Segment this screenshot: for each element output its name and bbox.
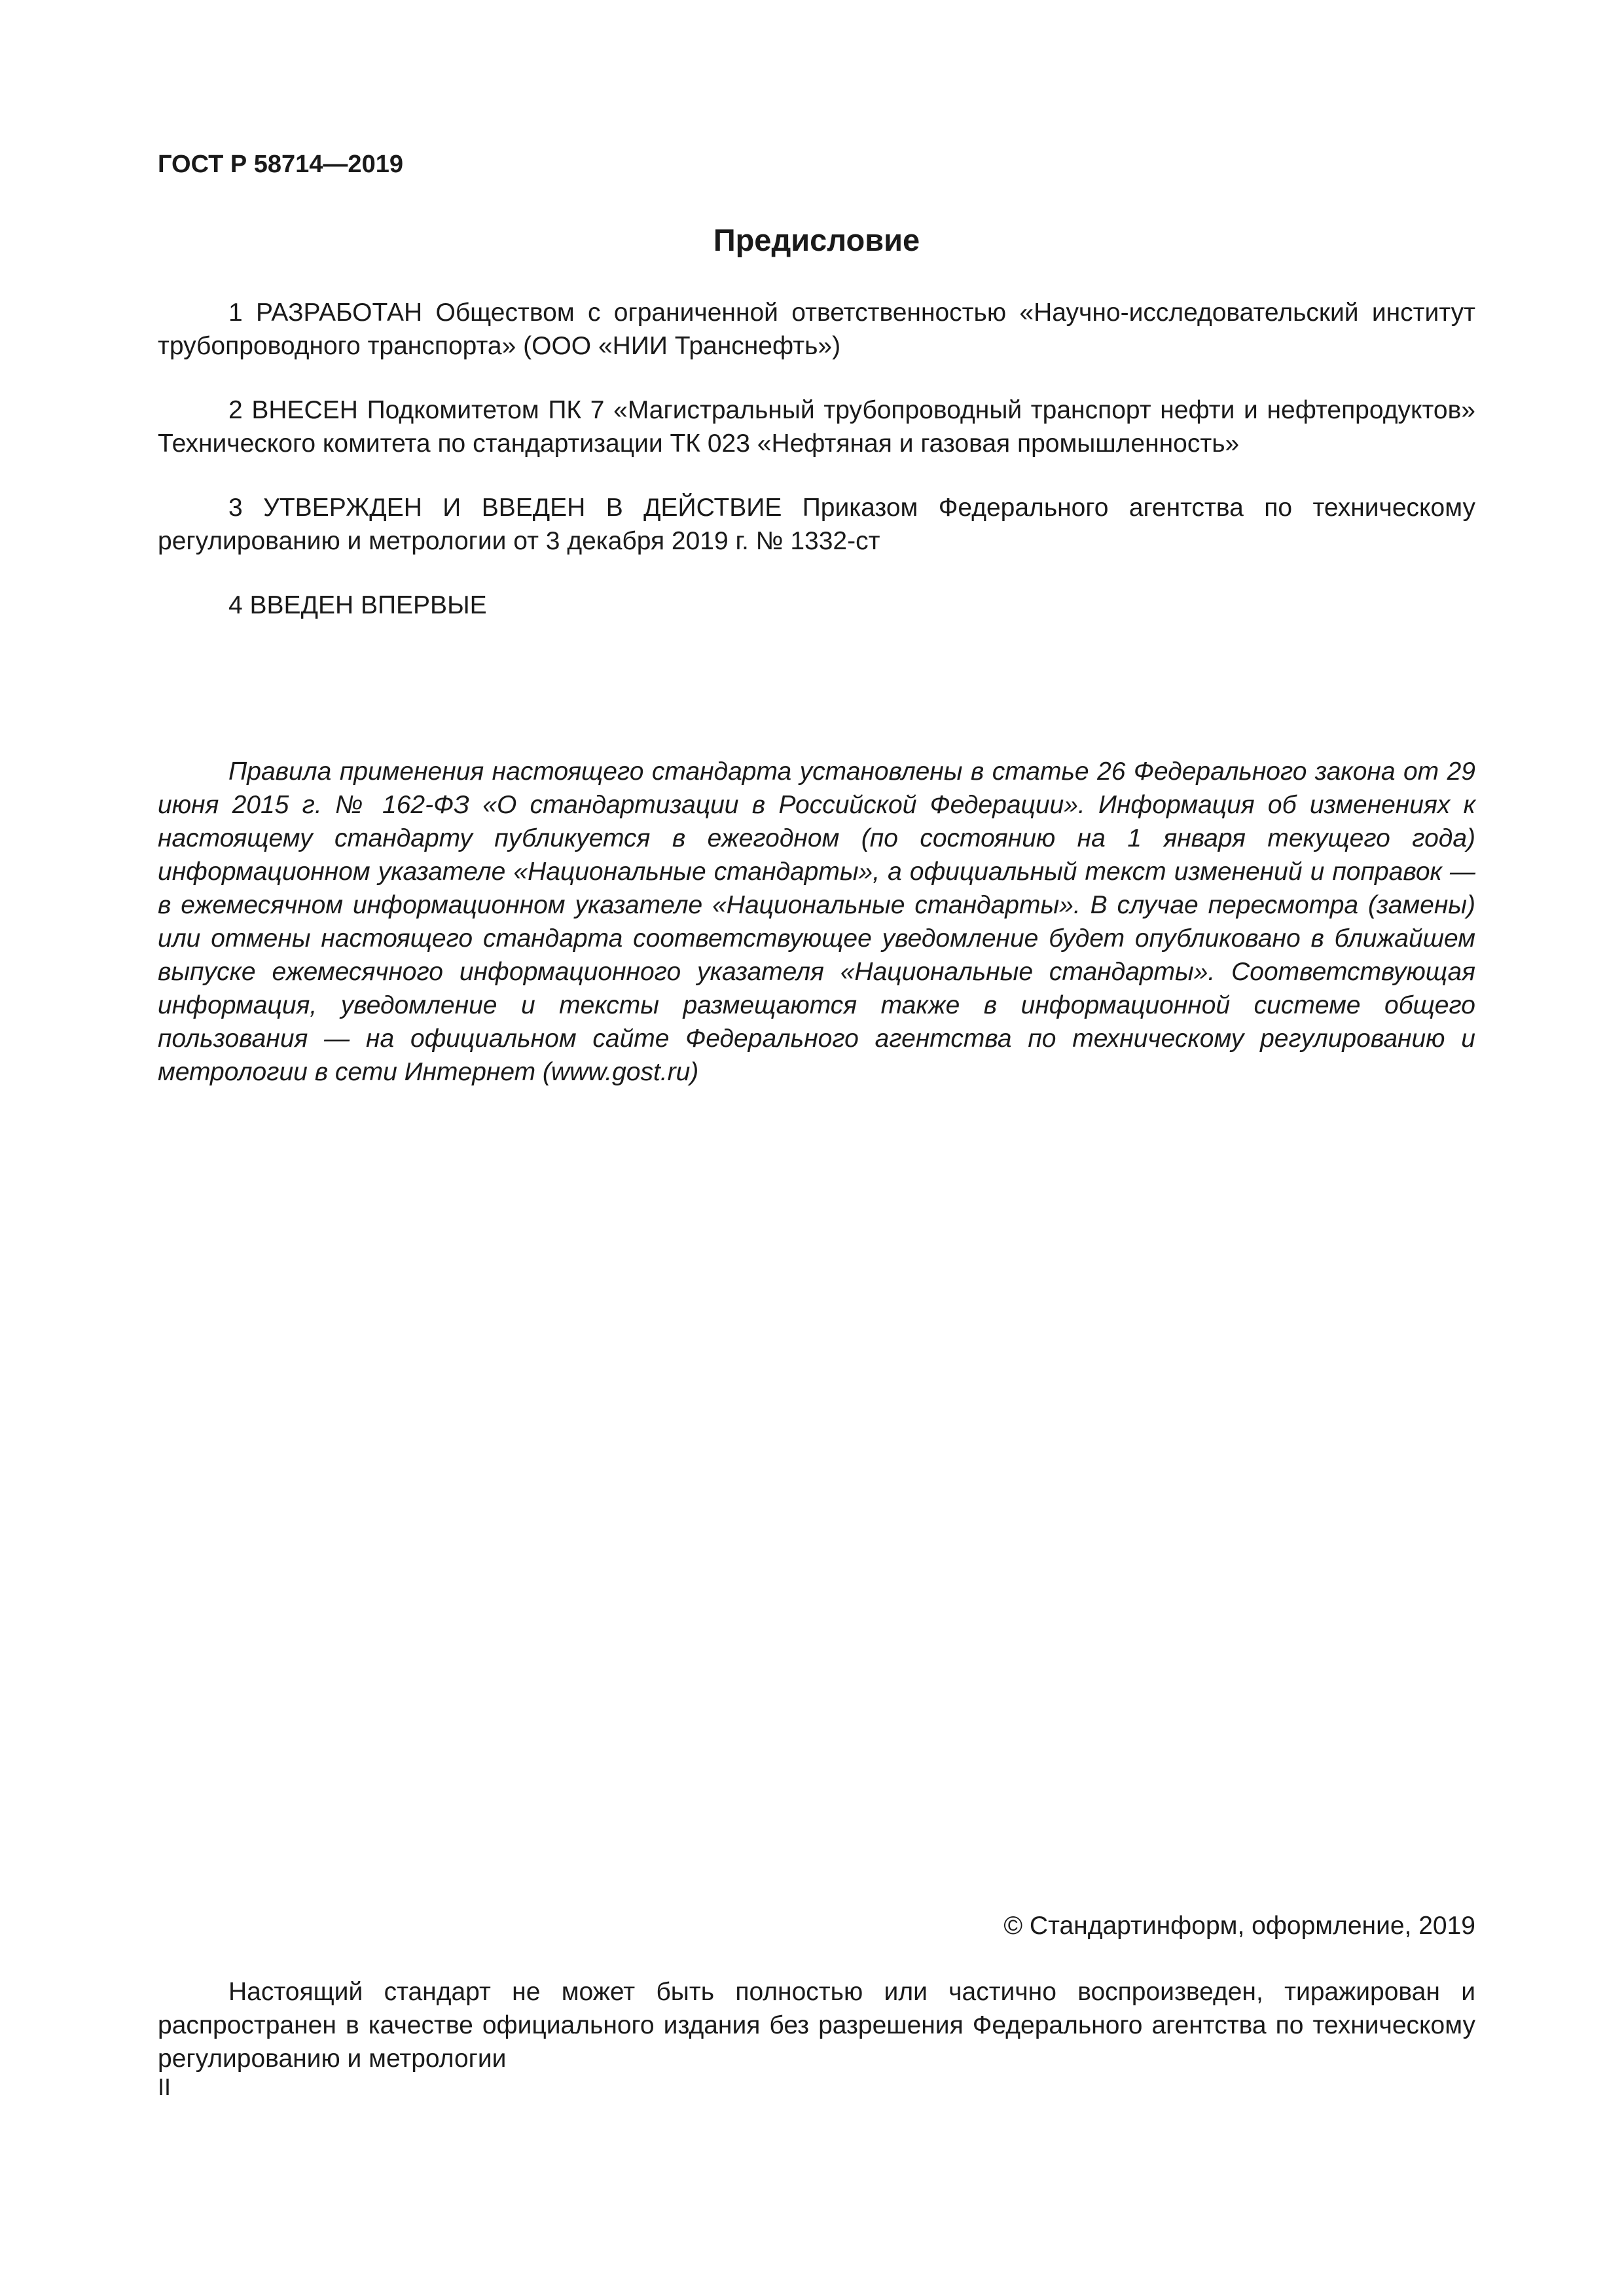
foreword-item-2: 2 ВНЕСЕН Подкомитетом ПК 7 «Магистральный трубопроводный транспорт нефти и нефтепродуктов» Технического комитета по стандартизации ТК 023 «Нефтяная и газовая промышленность»: [158, 396, 1475, 458]
application-rules-notice: Правила применения настоящего стандарта установлены в статье 26 Федерального закона от 29 июня 2015 г. № 162-ФЗ «О стандартизации в Российской Федерации». Информация об изменениях к настоящему стандарту публикуется в ежегодном (по состоянию на 1 января текущего года) информационном указателе «Национальные стандарты», а официальный текст изменений и поправок — в ежемесячном информационном указателе «Национальные стандарты». В случае пересмотра (замены) или отмены настоящего стандарта соответствующее уведомление будет опубликовано в ближайшем выпуске ежемесячного информационного указателя «Национальные стандарты». Соответствующая информация, уведомление и тексты размещаются также в информационной системе общего пользования — на официальном сайте Федерального агентства по техническому регулированию и метрологии в сети Интернет (www.gost.ru): [158, 757, 1475, 1086]
foreword-item-1: 1 РАЗРАБОТАН Обществом с ограниченной ответственностью «Научно-исследовательский институт трубопроводного транспорта» (ООО «НИИ Транснефть»): [158, 299, 1475, 360]
page-title: Предисловие: [713, 223, 920, 257]
foreword-item-3: 3 УТВЕРЖДЕН И ВВЕДЕН В ДЕЙСТВИЕ Приказом Федерального агентства по техническому регулированию и метрологии от 3 декабря 2019 г. № 1332-ст: [158, 494, 1475, 555]
document-id: ГОСТ Р 58714—2019: [158, 151, 403, 178]
foreword-item-4: 4 ВВЕДЕН ВПЕРВЫЕ: [228, 591, 487, 619]
reproduction-notice: Настоящий стандарт не может быть полностью или частично воспроизведен, тиражирован и распространен в качестве официального издания без разрешения Федерального агентства по техническому регулированию и метрологии: [158, 1978, 1475, 2073]
page-number: II: [158, 2073, 171, 2100]
copyright-line: © Стандартинформ, оформление, 2019: [1003, 1912, 1475, 1940]
